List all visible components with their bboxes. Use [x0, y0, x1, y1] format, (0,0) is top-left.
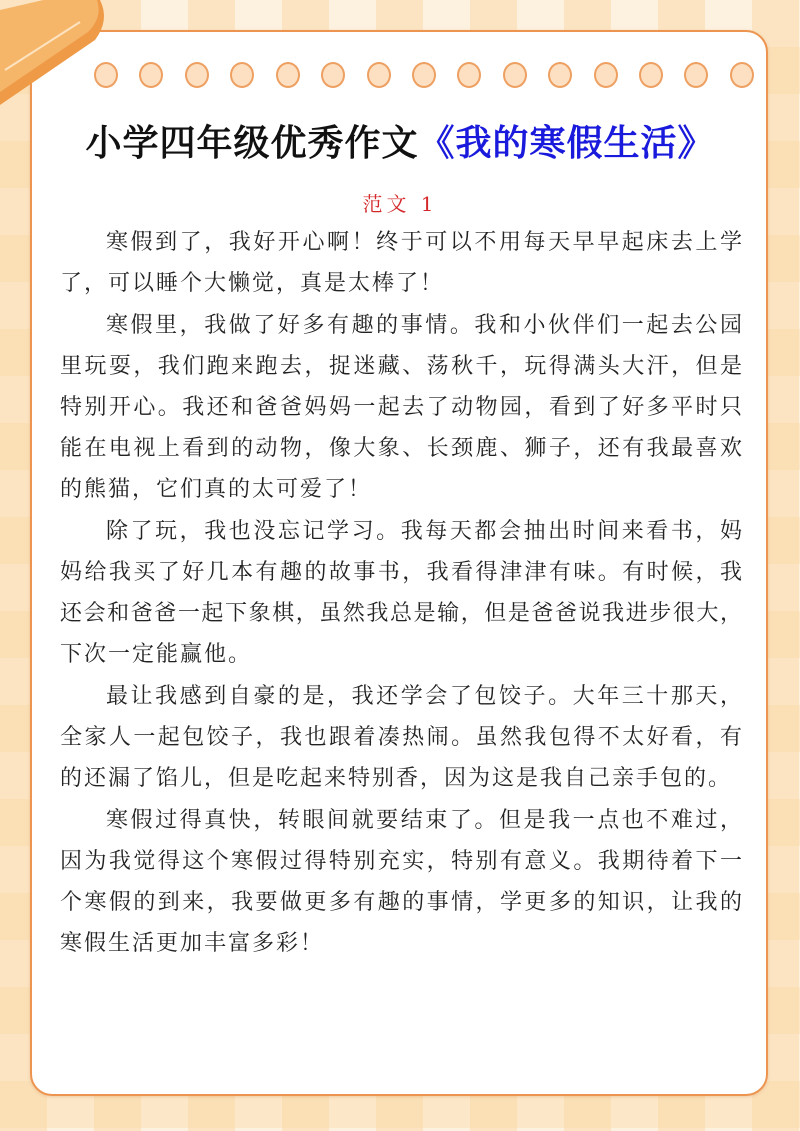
essay-line: 了，可以睡个大懒觉，真是太棒了！ [60, 271, 445, 296]
essay-line: 最让我感到自豪的是，我还学会了包饺子。大年三十那天， [106, 684, 742, 709]
title-prefix: 小学四年级优秀作文 [85, 123, 419, 164]
essay-line: 里玩耍，我们跑来跑去，捉迷藏、荡秋千，玩得满头大汗，但是 [60, 354, 742, 379]
binding-holes [94, 62, 754, 88]
binding-hole [412, 62, 436, 88]
essay-paragraph [60, 676, 742, 799]
essay-line: 寒假生活更加丰富多彩！ [60, 931, 325, 956]
essay-paragraph [60, 800, 742, 964]
essay-line: 的熊猫，它们真的太可爱了！ [60, 477, 373, 502]
essay-line: 还会和爸爸一起下象棋，虽然我总是输，但是爸爸说我进步很大， [60, 601, 742, 626]
binding-hole [185, 62, 209, 88]
binding-hole [367, 62, 391, 88]
essay-line: 下次一定能赢他。 [60, 642, 253, 667]
binder-clip-decoration [0, 0, 120, 110]
binding-hole [457, 62, 481, 88]
essay-line: 寒假过得真快，转眼间就要结束了。但是我一点也不难过， [106, 808, 742, 833]
title-book-name: 《我的寒假生活》 [418, 123, 715, 164]
essay-line: 全家人一起包饺子，我也跟着凑热闹。虽然我包得不太好看，有 [60, 725, 742, 750]
binding-hole [139, 62, 163, 88]
essay-paragraph [60, 305, 742, 510]
essay-line: 除了玩，我也没忘记学习。我每天都会抽出时间来看书，妈 [106, 519, 742, 544]
essay-paragraph [60, 222, 742, 304]
essay-line: 特别开心。我还和爸爸妈妈一起去了动物园，看到了好多平时只 [60, 395, 742, 420]
page-title [0, 115, 800, 166]
binding-hole [230, 62, 254, 88]
binding-hole [276, 62, 300, 88]
essay-paragraph [60, 511, 742, 675]
essay-line: 妈给我买了好几本有趣的故事书，我看得津津有味。有时候，我 [60, 560, 742, 585]
essay-line: 的还漏了馅儿，但是吃起来特别香，因为这是我自己亲手包的。 [60, 766, 733, 791]
essay-line: 因为我觉得这个寒假过得特别充实，特别有意义。我期待着下一 [60, 849, 742, 874]
binding-hole [548, 62, 572, 88]
essay-line: 寒假里，我做了好多有趣的事情。我和小伙伴们一起去公园 [106, 313, 742, 338]
essay-line: 个寒假的到来，我要做更多有趣的事情，学更多的知识，让我的 [60, 890, 742, 915]
binding-hole [503, 62, 527, 88]
binding-hole [684, 62, 708, 88]
essay-body [60, 222, 742, 965]
binding-hole [321, 62, 345, 88]
essay-line: 寒假到了，我好开心啊！终于可以不用每天早早起床去上学 [106, 230, 742, 255]
binding-hole [639, 62, 663, 88]
essay-subtitle: 范文 1 [362, 192, 438, 216]
binding-hole [594, 62, 618, 88]
binding-hole [730, 62, 754, 88]
essay-line: 能在电视上看到的动物，像大象、长颈鹿、狮子，还有我最喜欢 [60, 436, 742, 461]
